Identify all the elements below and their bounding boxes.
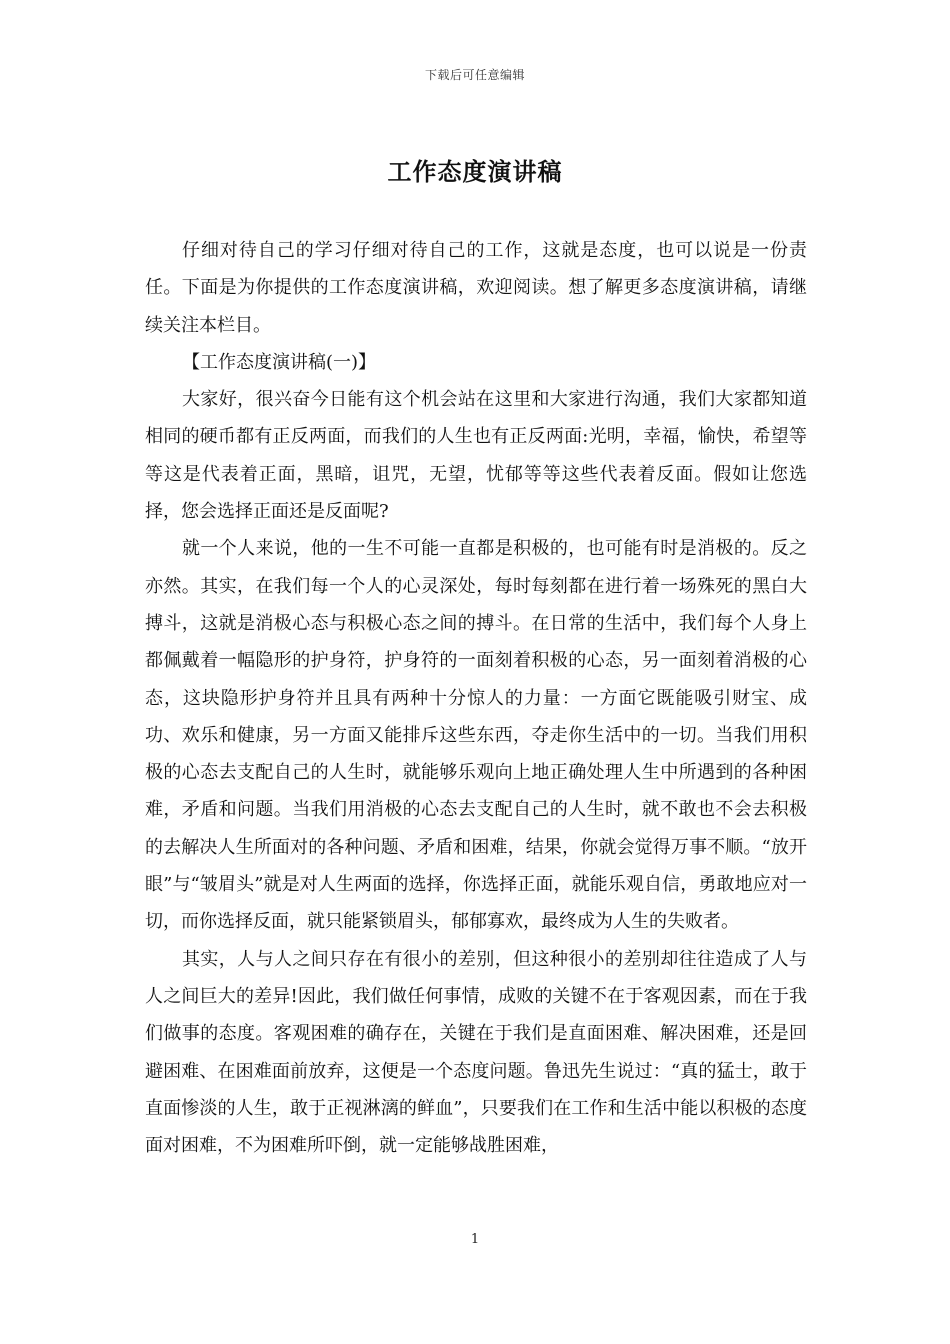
section-heading: 【工作态度演讲稿(一)】	[182, 351, 377, 373]
paragraph-intro: 仔细对待自己的学习仔细对待自己的工作，这就是态度，也可以说是一份责任。下面是为你提供的工作态度演讲稿，欢迎阅读。想了解更多态度演讲稿，请继续关注本栏目。	[145, 240, 807, 336]
paragraph: 大家好，很兴奋今日能有这个机会站在这里和大家进行沟通，我们大家都知道相同的硬币都有正反两面，而我们的人生也有正反两面:光明，幸福，愉快，希望等等这是代表着正面，黑暗，诅咒，无望，忧郁等等这些代表着反面。假如让您选择，您会选择正面还是反面呢?	[145, 389, 807, 523]
page-number: 1	[470, 1232, 480, 1247]
document-body	[145, 232, 807, 1164]
paragraph: 就一个人来说，他的一生不可能一直都是积极的，也可能有时是消极的。反之亦然。其实，在我们每一个人的心灵深处，每时每刻都在进行着一场殊死的黑白大搏斗，这就是消极心态与积极心态之间的搏斗。在日常的生活中，我们每个人身上都佩戴着一幅隐形的护身符，护身符的一面刻着积极的心态，另一面刻着消极的心态，这块隐形护身符并且具有两种十分惊人的力量：一方面它既能吸引财宝、成功、欢乐和健康，另一方面又能排斥这些东西，夺走你生活中的一切。当我们用积极的心态去支配自己的人生时，就能够乐观向上地正确处理人生中所遇到的各种困难，矛盾和问题。当我们用消极的心态去支配自己的人生时，就不敢也不会去积极的去解决人生所面对的各种问题、矛盾和困难，结果，你就会觉得万事不顺。“放开眼”与“皱眉头”就是对人生两面的选择，你选择正面，就能乐观自信，勇敢地应对一切，而你选择反面，就只能紧锁眉头，郁郁寡欢，最终成为人生的失败者。	[145, 538, 807, 933]
paragraph: 其实，人与人之间只存在有很小的差别，但这种很小的差别却往往造成了人与人之间巨大的差异!因此，我们做任何事情，成败的关键不在于客观因素，而在于我们做事的态度。客观困难的确存在，关键在于我们是直面困难、解决困难，还是回避困难、在困难面前放弃，这便是一个态度问题。鲁迅先生说过：“真的猛士，敢于直面惨淡的人生，敢于正视淋漓的鲜血”，只要我们在工作和生活中能以积极的态度面对困难，不为困难所吓倒，就一定能够战胜困难，	[145, 948, 807, 1157]
document-title: 工作态度演讲稿	[387, 157, 563, 186]
header-note: 下载后可任意编辑	[424, 68, 525, 82]
